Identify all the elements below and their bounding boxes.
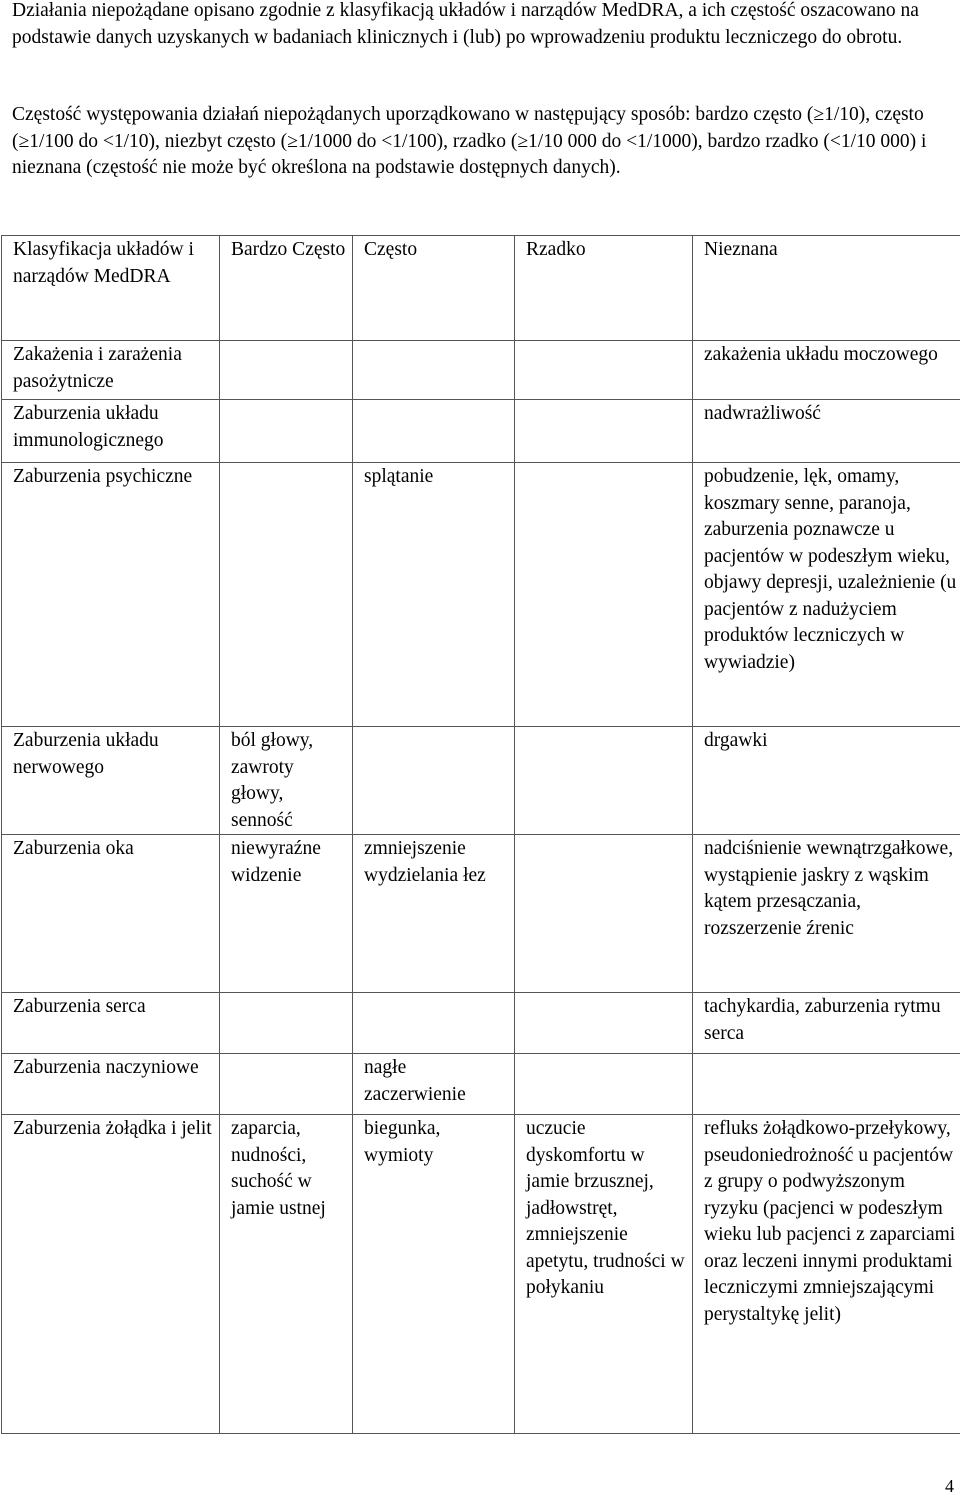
table-row: [2, 727, 960, 835]
soc-cell: Zaburzenia układu immunologicznego: [2, 400, 220, 463]
soc-cell: Zakażenia i zarażenia pasożytnicze: [2, 341, 220, 400]
unknown-cell: drgawki: [693, 727, 960, 835]
unknown-cell: zakażenia układu moczowego: [693, 341, 960, 400]
common-cell: splątanie: [353, 463, 515, 727]
header-common: Często: [353, 236, 515, 341]
very-common-cell: [220, 1054, 353, 1115]
soc-cell: Zaburzenia układu nerwowego: [2, 727, 220, 835]
table-row: [2, 993, 960, 1054]
soc-cell: Zaburzenia psychiczne: [2, 463, 220, 727]
header-rare: Rzadko: [515, 236, 693, 341]
table-header-row: [2, 236, 960, 341]
unknown-cell: [693, 1054, 960, 1115]
rare-cell: [515, 727, 693, 835]
table-row: [2, 341, 960, 400]
unknown-cell: tachykardia, zaburzenia rytmu serca: [693, 993, 960, 1054]
rare-cell: [515, 341, 693, 400]
very-common-cell: [220, 400, 353, 463]
common-cell: zmniejszenie wydzielania łez: [353, 835, 515, 993]
common-cell: [353, 727, 515, 835]
very-common-cell: ból głowy, zawroty głowy, senność: [220, 727, 353, 835]
very-common-cell: [220, 341, 353, 400]
soc-cell: Zaburzenia oka: [2, 835, 220, 993]
unknown-cell: pobudzenie, lęk, omamy, koszmary senne, paranoja, zaburzenia poznawcze u pacjentów w podeszłym wieku, objawy depresji, uzależnienie (u pacjentów z nadużyciem produktów leczniczych w wywiadzie): [693, 463, 960, 727]
table-row: [2, 463, 960, 727]
rare-cell: [515, 993, 693, 1054]
adverse-effects-table: [1, 235, 960, 1434]
header-unknown: Nieznana: [693, 236, 960, 341]
soc-cell: Zaburzenia żołądka i jelit: [2, 1115, 220, 1434]
header-soc: Klasyfikacja układów i narządów MedDRA: [2, 236, 220, 341]
soc-cell: Zaburzenia naczyniowe: [2, 1054, 220, 1115]
intro-paragraph: Działania niepożądane opisano zgodnie z klasyfikacją układów i narządów MedDRA, a ich częstość oszacowano na podstawie danych uzyskanych w badaniach klinicznych i (lub) po wprowadzeniu produktu leczniczego do obrotu.: [12, 0, 919, 48]
common-cell: [353, 341, 515, 400]
common-cell: nagłe zaczerwienie: [353, 1054, 515, 1115]
very-common-cell: niewyraźne widzenie: [220, 835, 353, 993]
common-cell: [353, 400, 515, 463]
table-row: [2, 1054, 960, 1115]
very-common-cell: [220, 993, 353, 1054]
frequency-note-paragraph: Częstość występowania działań niepożądanych uporządkowano w następujący sposób: bardzo często (≥1/10), często (≥1/100 do <1/10), niezbyt często (≥1/1000 do <1/100), rzadko (≥1/10 000 do <1/1000), bardzo rzadko (<1/10 000) i nieznana (częstość nie może być określona na podstawie dostępnych danych).: [12, 104, 927, 178]
very-common-cell: zaparcia, nudności, suchość w jamie ustnej: [220, 1115, 353, 1434]
unknown-cell: nadwrażliwość: [693, 400, 960, 463]
table-row: [2, 835, 960, 993]
common-cell: biegunka, wymioty: [353, 1115, 515, 1434]
header-very-common: Bardzo Często: [220, 236, 353, 341]
common-cell: [353, 993, 515, 1054]
rare-cell: [515, 835, 693, 993]
page-number: 4: [945, 1476, 954, 1496]
rare-cell: [515, 1054, 693, 1115]
unknown-cell: nadciśnienie wewnątrzgałkowe, wystąpienie jaskry z wąskim kątem przesączania, rozszerzenie źrenic: [693, 835, 960, 993]
soc-cell: Zaburzenia serca: [2, 993, 220, 1054]
unknown-cell: refluks żołądkowo-przełykowy, pseudoniedrożność u pacjentów z grupy o podwyższonym ryzyku (pacjenci w podeszłym wieku lub pacjenci z zaparciami oraz leczeni innymi produktami leczniczymi zmniejszającymi perystaltykę jelit): [693, 1115, 960, 1434]
rare-cell: [515, 463, 693, 727]
rare-cell: [515, 400, 693, 463]
very-common-cell: [220, 463, 353, 727]
table-row: [2, 1115, 960, 1434]
rare-cell: uczucie dyskomfortu w jamie brzusznej, jadłowstręt, zmniejszenie apetytu, trudności w połykaniu: [515, 1115, 693, 1434]
table-row: [2, 400, 960, 463]
